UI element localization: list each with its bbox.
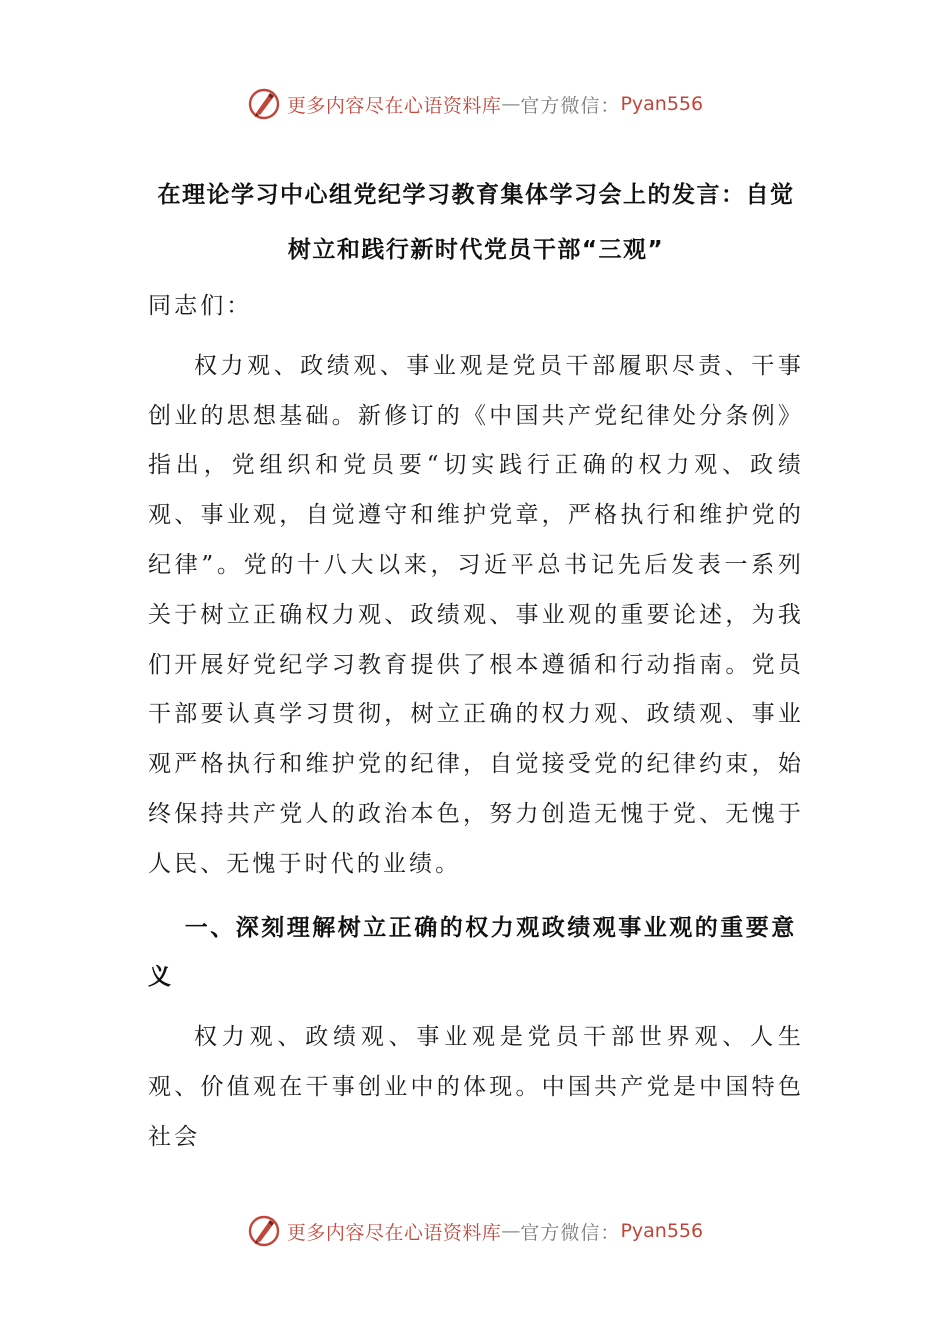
document-body: [148, 282, 804, 1163]
footer-banner: [0, 1209, 950, 1253]
pen-logo-icon: [247, 1214, 281, 1248]
header-banner: [0, 82, 950, 126]
banner-dash: —: [501, 93, 521, 115]
banner-wechat-label: 官方微信：: [520, 1221, 621, 1244]
salutation: 同志们：: [148, 293, 253, 319]
banner-wechat-id: Pyan556: [620, 93, 704, 115]
paragraph-2: 权力观、政绩观、事业观是党员干部世界观、人生观、价值观在干事创业中的体现。中国共产党是中国特色社会: [148, 1024, 804, 1150]
section-1-heading: 一、深刻理解树立正确的权力观政绩观事业观的重要意义: [148, 914, 797, 991]
document-title: 在理论学习中心组党纪学习教育集体学习会上的发言：自觉树立和践行新时代党员干部“三观”: [157, 182, 795, 263]
pen-logo-icon: [247, 87, 281, 121]
banner-wechat-id: Pyan556: [620, 1220, 704, 1242]
paragraph-1: 权力观、政绩观、事业观是党员干部履职尽责、干事创业的思想基础。新修订的《中国共产党纪律处分条例》指出，党组织和党员要“切实践行正确的权力观、政绩观、事业观，自觉遵守和维护党章，严格执行和维护党的纪律”。党的十八大以来，习近平总书记先后发表一系列关于树立正确权力观、政绩观、事业观的重要论述，为我们开展好党纪学习教育提供了根本遵循和行动指南。党员干部要认真学习贯彻，树立正确的权力观、政绩观、事业观严格执行和维护党的纪律，自觉接受党的纪律约束，始终保持共产党人的政治本色，努力创造无愧于党、无愧于人民、无愧于时代的业绩。: [148, 352, 804, 877]
banner-dash: —: [501, 1220, 521, 1242]
banner-wechat-label: 官方微信：: [520, 94, 621, 117]
banner-main-text: 更多内容尽在心语资料库: [286, 1221, 502, 1244]
banner-main-text: 更多内容尽在心语资料库: [286, 94, 502, 117]
